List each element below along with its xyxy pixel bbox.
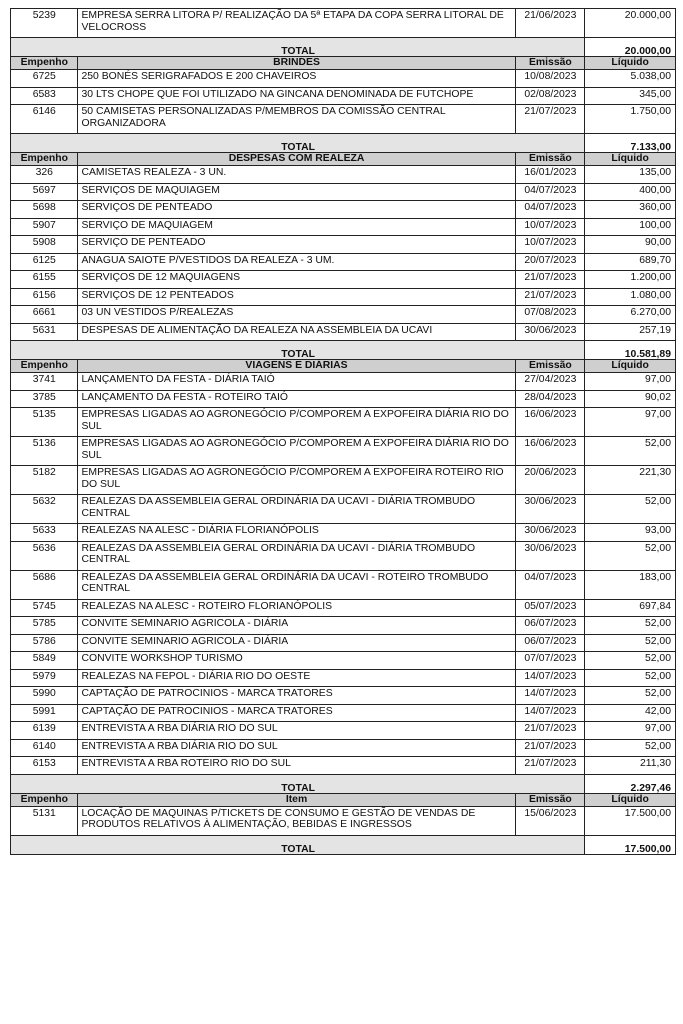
emissao-cell: 04/07/2023	[515, 183, 585, 201]
emissao-cell: 06/07/2023	[515, 617, 585, 635]
empenho-cell: 6661	[11, 306, 78, 324]
table-row	[11, 704, 676, 722]
item-cell: SERVIÇOS DE 12 MAQUIAGENS	[77, 271, 515, 289]
table-row	[11, 390, 676, 408]
empenho-cell: 6156	[11, 288, 78, 306]
liquido-cell: 221,30	[585, 466, 676, 495]
column-header-liquido: Líquido	[585, 793, 676, 806]
liquido-cell: 5.038,00	[585, 70, 676, 88]
emissao-cell: 15/06/2023	[515, 806, 585, 835]
empenho-cell: 5131	[11, 806, 78, 835]
emissao-cell: 14/07/2023	[515, 704, 585, 722]
table-row	[11, 271, 676, 289]
item-cell: CAPTAÇÃO DE PATROCINIOS - MARCA TRATORES	[77, 704, 515, 722]
liquido-cell: 345,00	[585, 87, 676, 105]
table-row	[11, 669, 676, 687]
liquido-cell: 1.200,00	[585, 271, 676, 289]
item-cell: DESPESAS DE ALIMENTAÇÃO DA REALEZA NA ASSEMBLEIA DA UCAVI	[77, 323, 515, 341]
section-header-row	[11, 793, 676, 806]
expense-table	[10, 8, 676, 855]
section-spacer-row	[11, 835, 676, 845]
table-row	[11, 687, 676, 705]
item-cell: EMPRESAS LIGADAS AO AGRONEGÓCIO P/COMPOREM A EXPOFEIRA DIÁRIA RIO DO SUL	[77, 408, 515, 437]
liquido-cell: 52,00	[585, 739, 676, 757]
emissao-cell: 20/07/2023	[515, 253, 585, 271]
emissao-cell: 21/07/2023	[515, 105, 585, 134]
emissao-cell: 16/06/2023	[515, 437, 585, 466]
liquido-cell: 52,00	[585, 687, 676, 705]
table-row	[11, 105, 676, 134]
empenho-cell: 5907	[11, 218, 78, 236]
table-row	[11, 541, 676, 570]
emissao-cell: 02/08/2023	[515, 87, 585, 105]
emissao-cell: 10/07/2023	[515, 236, 585, 254]
table-row	[11, 183, 676, 201]
empenho-cell: 6146	[11, 105, 78, 134]
column-header-emissao: Emissão	[515, 360, 585, 373]
liquido-cell: 42,00	[585, 704, 676, 722]
section-total-row	[11, 143, 676, 153]
item-cell: EMPRESAS LIGADAS AO AGRONEGÓCIO P/COMPOREM A EXPOFEIRA DIÁRIA RIO DO SUL	[77, 437, 515, 466]
empenho-cell: 5849	[11, 652, 78, 670]
empenho-cell: 5182	[11, 466, 78, 495]
table-row	[11, 722, 676, 740]
total-value: 17.500,00	[585, 845, 676, 855]
emissao-cell: 06/07/2023	[515, 634, 585, 652]
empenho-cell: 5636	[11, 541, 78, 570]
liquido-cell: 20.000,00	[585, 9, 676, 38]
empenho-cell: 5990	[11, 687, 78, 705]
item-cell: LOCAÇÃO DE MAQUINAS P/TICKETS DE CONSUMO E GESTÃO DE VENDAS DE PRODUTOS RELATIVOS À ALIMENTAÇÃO, BEBIDAS E INGRESSOS	[77, 806, 515, 835]
table-row	[11, 236, 676, 254]
total-value: 7.133,00	[585, 143, 676, 153]
section-title: BRINDES	[77, 57, 515, 70]
empenho-cell: 5697	[11, 183, 78, 201]
total-label: TOTAL	[11, 845, 585, 855]
table-row	[11, 9, 676, 38]
item-cell: REALEZAS DA ASSEMBLEIA GERAL ORDINÁRIA DA UCAVI - DIÁRIA TROMBUDO CENTRAL	[77, 541, 515, 570]
liquido-cell: 697,84	[585, 599, 676, 617]
liquido-cell: 52,00	[585, 541, 676, 570]
empenho-cell: 6139	[11, 722, 78, 740]
empenho-cell: 5745	[11, 599, 78, 617]
column-header-empenho: Empenho	[11, 793, 78, 806]
emissao-cell: 21/07/2023	[515, 271, 585, 289]
section-total-row	[11, 47, 676, 57]
column-header-empenho: Empenho	[11, 153, 78, 166]
item-cell: CONVITE WORKSHOP TURISMO	[77, 652, 515, 670]
liquido-cell: 100,00	[585, 218, 676, 236]
emissao-cell: 07/08/2023	[515, 306, 585, 324]
liquido-cell: 97,00	[585, 373, 676, 391]
emissao-cell: 10/07/2023	[515, 218, 585, 236]
item-cell: CONVITE SEMINARIO AGRICOLA - DIÁRIA	[77, 617, 515, 635]
total-value: 2.297,46	[585, 784, 676, 794]
emissao-cell: 07/07/2023	[515, 652, 585, 670]
column-header-emissao: Emissão	[515, 57, 585, 70]
liquido-cell: 1.080,00	[585, 288, 676, 306]
table-row	[11, 757, 676, 775]
emissao-cell: 04/07/2023	[515, 201, 585, 219]
item-cell: ENTREVISTA A RBA ROTEIRO RIO DO SUL	[77, 757, 515, 775]
section-total-row	[11, 845, 676, 855]
table-row	[11, 634, 676, 652]
item-cell: REALEZAS DA ASSEMBLEIA GERAL ORDINÁRIA DA UCAVI - ROTEIRO TROMBUDO CENTRAL	[77, 570, 515, 599]
column-header-empenho: Empenho	[11, 360, 78, 373]
section-total-row	[11, 350, 676, 360]
table-row	[11, 495, 676, 524]
empenho-cell: 5686	[11, 570, 78, 599]
empenho-cell: 6125	[11, 253, 78, 271]
table-row	[11, 599, 676, 617]
liquido-cell: 52,00	[585, 652, 676, 670]
item-cell: CAPTAÇÃO DE PATROCINIOS - MARCA TRATORES	[77, 687, 515, 705]
empenho-cell: 6153	[11, 757, 78, 775]
empenho-cell: 6140	[11, 739, 78, 757]
emissao-cell: 30/06/2023	[515, 524, 585, 542]
section-title: Item	[77, 793, 515, 806]
empenho-cell: 5239	[11, 9, 78, 38]
liquido-cell: 52,00	[585, 617, 676, 635]
emissao-cell: 10/08/2023	[515, 70, 585, 88]
liquido-cell: 97,00	[585, 722, 676, 740]
empenho-cell: 6155	[11, 271, 78, 289]
item-cell: LANÇAMENTO DA FESTA - ROTEIRO TAIÓ	[77, 390, 515, 408]
item-cell: REALEZAS NA FEPOL - DIÁRIA RIO DO OESTE	[77, 669, 515, 687]
item-cell: SERVIÇO DE MAQUIAGEM	[77, 218, 515, 236]
emissao-cell: 30/06/2023	[515, 541, 585, 570]
item-cell: SERVIÇOS DE 12 PENTEADOS	[77, 288, 515, 306]
table-row	[11, 373, 676, 391]
table-row	[11, 323, 676, 341]
table-row	[11, 70, 676, 88]
column-header-empenho: Empenho	[11, 57, 78, 70]
section-title: DESPESAS COM REALEZA	[77, 153, 515, 166]
total-label: TOTAL	[11, 143, 585, 153]
table-row	[11, 617, 676, 635]
liquido-cell: 257,19	[585, 323, 676, 341]
liquido-cell: 400,00	[585, 183, 676, 201]
empenho-cell: 5698	[11, 201, 78, 219]
item-cell: LANÇAMENTO DA FESTA - DIÁRIA TAIÓ	[77, 373, 515, 391]
item-cell: CONVITE SEMINARIO AGRICOLA - DIÁRIA	[77, 634, 515, 652]
table-row	[11, 806, 676, 835]
total-label: TOTAL	[11, 784, 585, 794]
table-row	[11, 408, 676, 437]
item-cell: 30 LTS CHOPE QUE FOI UTILIZADO NA GINCANA DENOMINADA DE FUTCHOPE	[77, 87, 515, 105]
item-cell: CAMISETAS REALEZA - 3 UN.	[77, 166, 515, 184]
section-spacer-row	[11, 341, 676, 351]
table-row	[11, 466, 676, 495]
emissao-cell: 14/07/2023	[515, 687, 585, 705]
emissao-cell: 16/01/2023	[515, 166, 585, 184]
empenho-cell: 5979	[11, 669, 78, 687]
emissao-cell: 21/07/2023	[515, 757, 585, 775]
empenho-cell: 5631	[11, 323, 78, 341]
empenho-cell: 326	[11, 166, 78, 184]
item-cell: ANAGUA SAIOTE P/VESTIDOS DA REALEZA - 3 UM.	[77, 253, 515, 271]
liquido-cell: 211,30	[585, 757, 676, 775]
item-cell: REALEZAS NA ALESC - DIÁRIA FLORIANÓPOLIS	[77, 524, 515, 542]
emissao-cell: 14/07/2023	[515, 669, 585, 687]
item-cell: SERVIÇOS DE MAQUIAGEM	[77, 183, 515, 201]
item-cell: SERVIÇOS DE PENTEADO	[77, 201, 515, 219]
empenho-cell: 3785	[11, 390, 78, 408]
liquido-cell: 93,00	[585, 524, 676, 542]
item-cell: 250 BONÉS SERIGRAFADOS E 200 CHAVEIROS	[77, 70, 515, 88]
column-header-emissao: Emissão	[515, 793, 585, 806]
column-header-liquido: Líquido	[585, 360, 676, 373]
table-row	[11, 524, 676, 542]
emissao-cell: 28/04/2023	[515, 390, 585, 408]
liquido-cell: 689,70	[585, 253, 676, 271]
liquido-cell: 52,00	[585, 669, 676, 687]
expense-report-page	[10, 8, 676, 855]
column-header-liquido: Líquido	[585, 57, 676, 70]
empenho-cell: 5136	[11, 437, 78, 466]
emissao-cell: 30/06/2023	[515, 323, 585, 341]
column-header-emissao: Emissão	[515, 153, 585, 166]
total-label: TOTAL	[11, 47, 585, 57]
empenho-cell: 5633	[11, 524, 78, 542]
section-spacer-row	[11, 38, 676, 48]
empenho-cell: 5785	[11, 617, 78, 635]
section-header-row	[11, 360, 676, 373]
section-total-row	[11, 784, 676, 794]
table-row	[11, 570, 676, 599]
emissao-cell: 27/04/2023	[515, 373, 585, 391]
liquido-cell: 135,00	[585, 166, 676, 184]
table-row	[11, 437, 676, 466]
liquido-cell: 90,02	[585, 390, 676, 408]
emissao-cell: 21/07/2023	[515, 288, 585, 306]
emissao-cell: 04/07/2023	[515, 570, 585, 599]
liquido-cell: 17.500,00	[585, 806, 676, 835]
total-label: TOTAL	[11, 350, 585, 360]
emissao-cell: 21/07/2023	[515, 722, 585, 740]
liquido-cell: 6.270,00	[585, 306, 676, 324]
item-cell: 03 UN VESTIDOS P/REALEZAS	[77, 306, 515, 324]
empenho-cell: 6583	[11, 87, 78, 105]
emissao-cell: 21/06/2023	[515, 9, 585, 38]
table-row	[11, 218, 676, 236]
item-cell: REALEZAS NA ALESC - ROTEIRO FLORIANÓPOLIS	[77, 599, 515, 617]
table-row	[11, 201, 676, 219]
section-spacer-row	[11, 134, 676, 144]
table-row	[11, 87, 676, 105]
total-value: 20.000,00	[585, 47, 676, 57]
empenho-cell: 6725	[11, 70, 78, 88]
empenho-cell: 5908	[11, 236, 78, 254]
liquido-cell: 52,00	[585, 495, 676, 524]
item-cell: SERVIÇO DE PENTEADO	[77, 236, 515, 254]
item-cell: REALEZAS DA ASSEMBLEIA GERAL ORDINÁRIA DA UCAVI - DIÁRIA TROMBUDO CENTRAL	[77, 495, 515, 524]
total-value: 10.581,89	[585, 350, 676, 360]
table-row	[11, 652, 676, 670]
item-cell: EMPRESA SERRA LITORA P/ REALIZAÇÃO DA 5ª ETAPA DA COPA SERRA LITORAL DE VELOCROSS	[77, 9, 515, 38]
emissao-cell: 16/06/2023	[515, 408, 585, 437]
column-header-liquido: Líquido	[585, 153, 676, 166]
section-spacer-row	[11, 774, 676, 784]
liquido-cell: 360,00	[585, 201, 676, 219]
section-header-row	[11, 153, 676, 166]
table-row	[11, 739, 676, 757]
table-row	[11, 166, 676, 184]
table-row	[11, 288, 676, 306]
item-cell: ENTREVISTA A RBA DIÁRIA RIO DO SUL	[77, 739, 515, 757]
liquido-cell: 183,00	[585, 570, 676, 599]
emissao-cell: 30/06/2023	[515, 495, 585, 524]
emissao-cell: 05/07/2023	[515, 599, 585, 617]
emissao-cell: 21/07/2023	[515, 739, 585, 757]
item-cell: 50 CAMISETAS PERSONALIZADAS P/MEMBROS DA COMISSÃO CENTRAL ORGANIZADORA	[77, 105, 515, 134]
liquido-cell: 97,00	[585, 408, 676, 437]
liquido-cell: 52,00	[585, 634, 676, 652]
liquido-cell: 90,00	[585, 236, 676, 254]
item-cell: ENTREVISTA A RBA DIÁRIA RIO DO SUL	[77, 722, 515, 740]
table-row	[11, 306, 676, 324]
empenho-cell: 5632	[11, 495, 78, 524]
section-header-row	[11, 57, 676, 70]
section-title: VIAGENS E DIÁRIAS	[77, 360, 515, 373]
emissao-cell: 20/06/2023	[515, 466, 585, 495]
empenho-cell: 5991	[11, 704, 78, 722]
liquido-cell: 1.750,00	[585, 105, 676, 134]
empenho-cell: 5786	[11, 634, 78, 652]
liquido-cell: 52,00	[585, 437, 676, 466]
table-row	[11, 253, 676, 271]
empenho-cell: 5135	[11, 408, 78, 437]
item-cell: EMPRESAS LIGADAS AO AGRONEGÓCIO P/COMPOREM A EXPOFEIRA ROTEIRO RIO DO SUL	[77, 466, 515, 495]
empenho-cell: 3741	[11, 373, 78, 391]
